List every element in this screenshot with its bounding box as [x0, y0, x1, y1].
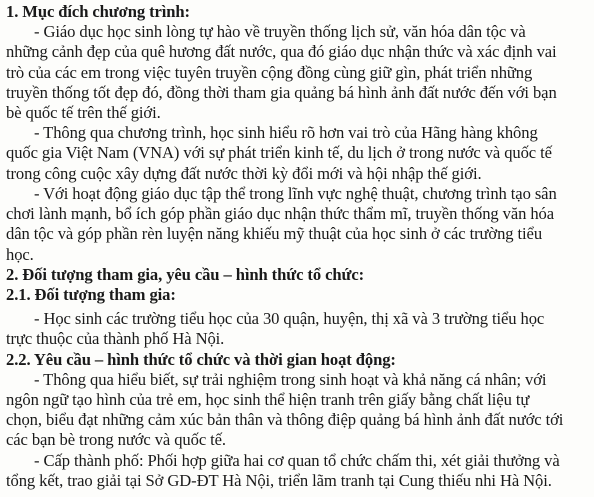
- section-1-heading: 1. Mục đích chương trình:: [6, 2, 190, 21]
- text-line: truyền thống tốt đẹp đó, đồng thời tham gia quảng bá hình ảnh đất nước đến với bạn: [6, 82, 557, 102]
- text-line: trò của các em trong việc tuyên truyền cộng đồng cùng giữ gìn, phát triển những: [6, 62, 533, 82]
- section-2-heading: 2. Đối tượng tham gia, yêu cầu – hình thức tổ chức:: [6, 264, 365, 284]
- text-line: - Cấp thành phố: Phối hợp giữa hai cơ quan tổ chức chấm thi, xét giải thưởng và: [34, 450, 560, 470]
- text-line: chọn, biểu đạt những cảm xúc bản thân và thông điệp quảng bá hình ảnh đất nước tới: [6, 410, 564, 430]
- text-line: - Với hoạt động giáo dục tập thể trong lĩnh vực nghệ thuật, chương trình tạo sân: [34, 183, 557, 203]
- text-line: ngôn ngữ tạo hình của trẻ em, học sinh thể hiện tranh trên giấy bằng chất liệu tự: [6, 389, 530, 409]
- text-line: dân tộc và góp phần rèn luyện năng khiếu mỹ thuật của học sinh ở các trường tiểu: [6, 224, 543, 244]
- text-line: học.: [6, 244, 34, 264]
- text-line: những cảnh đẹp của quê hương đất nước, qua đó giáo dục nhận thức và xác định vai: [6, 42, 557, 62]
- text-line: - Thông qua hiểu biết, sự trải nghiệm trong sinh hoạt và khả năng cá nhân; với: [34, 369, 547, 389]
- text-line: tổng kết, trao giải tại Sở GD-ĐT Hà Nội, triển lãm tranh tại Cung thiếu nhi Hà Nội.: [6, 470, 552, 490]
- text-line: - Giáo dục học sinh lòng tự hào về truyền thống lịch sử, văn hóa dân tộc và: [34, 22, 526, 42]
- section-2-2-heading: 2.2. Yêu cầu – hình thức tổ chức và thời gian hoạt động:: [6, 349, 396, 369]
- text-line: - Thông qua chương trình, học sinh hiểu rõ hơn vai trò của Hãng hàng không: [34, 123, 538, 143]
- text-line: chơi lành mạnh, bổ ích góp phần giáo dục nhận thức thẩm mĩ, truyền thống văn hóa: [6, 204, 555, 223]
- section-2-1-heading: 2.1. Đối tượng tham gia:: [6, 284, 176, 304]
- text-line: trực thuộc của thành phố Hà Nội.: [6, 329, 225, 349]
- text-line: - Học sinh các trường tiểu học của 30 quận, huyện, thị xã và 3 trường tiểu học: [34, 309, 545, 329]
- text-line: bè quốc tế trên thế giới.: [6, 103, 161, 122]
- text-line: các bạn bè trong nước và quốc tế.: [6, 430, 226, 450]
- text-line: trong công cuộc xây dựng đất nước thời kỳ đổi mới và hội nhập thế giới.: [6, 163, 482, 183]
- text-line: quốc gia Việt Nam (VNA) với sự phát triển kinh tế, du lịch ở trong nước và quốc tế: [6, 143, 552, 163]
